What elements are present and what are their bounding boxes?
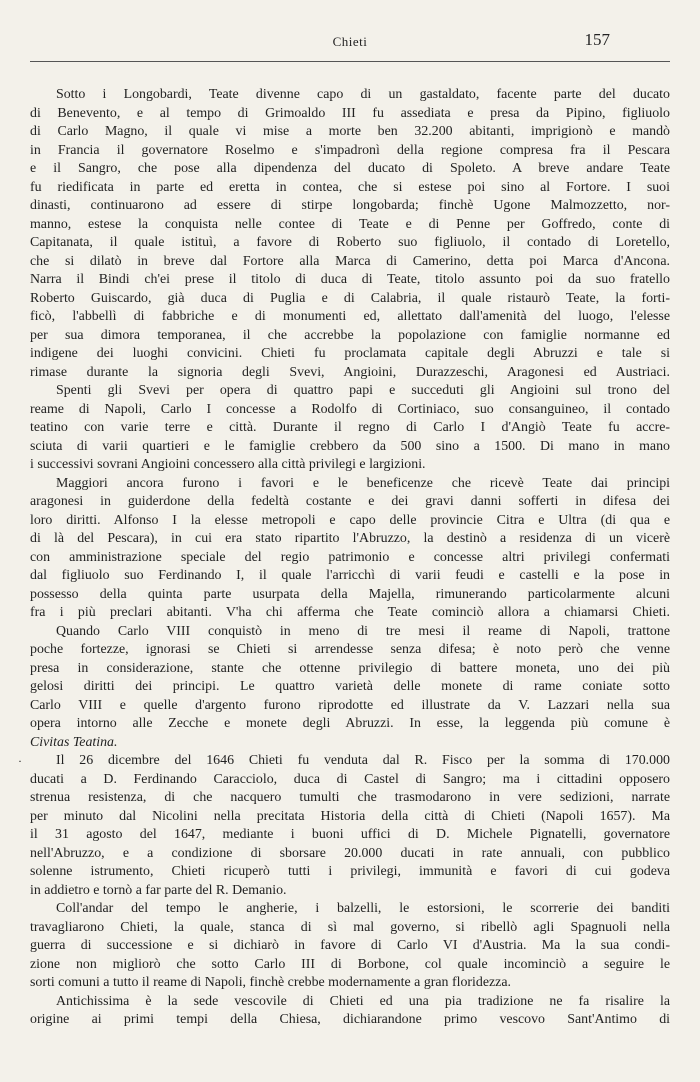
text-line: Roberto Guiscardo, già duca di Puglia e di Calabria, il quale ristaurò Teate, la forti- [30,290,670,306]
text-line: Maggiori ancora furono i favori e le beneficenze che ricevè Teate dai principi [56,475,670,491]
text-line: dinasti, continuarono ad essere di stirpe longobarda; finchè Ugone Malmozzetto, nor- [30,198,670,213]
text-line: Quando Carlo VIII conquistò in meno di tre mesi il reame di Napoli, trattone [56,623,670,639]
text-line: fra i più preclari abitanti. V'ha chi afferma che Teate cominciò allora a chiamarsi Chieti. [30,605,670,620]
text-line: Narra il Bindi ch'ei prese il titolo di duca di Teate, titolo assunto poi da suo fratello [30,272,670,287]
running-title: Chieti [332,34,368,49]
text-line: origine ai primi tempi della Chiesa, dichiarandone primo vescovo Sant'Antimo di [30,1012,670,1027]
paragraph [30,475,670,623]
text-line: ducati a D. Ferdinando Caracciolo, duca di Castel di Sangro; ma i cittadini opposero [30,771,670,787]
text-line-content: Il 26 dicembre del 1646 Chieti fu venduta dal R. Fisco per la somma di 170.000 [56,753,670,768]
text-line: sorti comuni a tutto il reame di Napoli, finchè crebbe modernamente a gran floridezza. [30,975,511,990]
paragraph [30,900,670,993]
text-line: Sotto i Longobardi, Teate divenne capo di un gastaldato, facente parte del ducato [56,87,670,102]
text-line: opera intorno alle Zecche e monete degli Abruzzi. In esse, la leggenda più comune è [30,716,670,731]
text-line: che si dilatò in breve dal Fortore alla Marca di Camerino, detta poi Marca d'Ancona. [30,253,670,269]
paragraph [18,752,670,900]
paragraph [30,623,670,753]
text-line: nell'Abruzzo, e a condizione di sborsare 20.000 ducati in rate annuali, con pubblico [30,845,670,861]
text-line: Spenti gli Svevi per opera di quattro papi e succeduti gli Angioini sul trono del [56,383,670,398]
text-line: teatino con varie terre e città. Durante il regno di Carlo I d'Angiò Teate fu accre- [30,420,670,435]
text-line: con amministrazione speciale del regio patrimonio e concesse altri privilegi confermati [30,549,670,565]
margin-mark: · [18,754,22,768]
text-line: in addietro e tornò a far parte del R. Demanio. [30,882,287,898]
text-line: per minuto dal Nicolini nella precitata Historia della città di Chieti (Napoli 1657). Ma [30,808,670,824]
text-line: indigene dei luoghi convicini. Chieti fu proclamata capitale degli Abruzzi e tale si [30,346,670,361]
text-line: loro diritti. Alfonso I la elesse metropoli e capo delle provincie Citra e Ultra (di qua e [30,512,670,528]
text-line: zione non migliorò che sotto Carlo III di Borbone, col quale incominciò a seguire le [30,956,670,972]
text-line: presa in considerazione, stante che ottenne privilegio di battere moneta, uno dei più [30,660,670,676]
text-line: rimase durante la signoria degli Svevi, Angioini, Durazzeschi, Aragonesi ed Austriaci. [30,364,670,380]
text-line: guerra di successione e si dichiarò in favore di Carlo VI d'Austria. Ma la sua condi- [30,938,670,953]
text-line [18,752,670,771]
text-line: in Francia il governatore Roselmo e s'impadronì della regione compresa fra il Pescara [30,142,670,158]
text-line: strenua resistenza, di che nacquero tumulti che trasmodarono in vere sedizioni, narrate [30,790,670,805]
text-line: Antichissima è la sede vescovile di Chieti ed una pia tradizione ne fa risalire la [56,993,670,1009]
text-line: dal figliuolo suo Ferdinando I, il quale l'arricchì di varii feudi e castelli e la pose in [30,568,670,583]
text-line: sciuta di varii quartieri e le famiglie crebbero da 500 sino a 1500. Di mano in mano [30,438,670,454]
text-line: Carlo VIII e quelle d'argento furono riprodotte ed illustrate da V. Lazzari nella sua [30,697,670,713]
text-line: possesso della quinta parte usurpata della Majella, rimunerando particolarmente alcuni [30,586,670,602]
text-line: per sua dimora temporanea, il che accrebbe la popolazione con famiglie normanne ed [30,327,670,343]
text-line: e il Sangro, che pose alla dipendenza del ducato di Spoleto. A breve andare Teate [30,161,670,176]
body-text [18,86,670,1030]
text-line: Coll'andar del tempo le angherie, i balzelli, le estorsioni, le scorrerie dei banditi [56,901,670,916]
text-line: solenne istrumento, Chieti ricuperò tutti i privilegi, immunità e favori di cui godeva [30,864,670,879]
header-rule [30,61,670,62]
text-line: gelosi diritti dei principi. Le quattro varietà delle monete di rame coniate sotto [30,679,670,694]
text-line: il 31 agosto del 1647, mediante i buoni uffici di D. Michele Pignatelli, governatore [30,827,670,842]
text-line: di Carlo Magno, il quale vi mise a morte ben 32.200 abitanti, imprigionò e mandò [30,124,670,139]
text-line: ficò, l'abbellì di fabbriche e di monumenti ed, allettato dall'amenità del luogo, l'elesse [30,309,670,324]
running-head [0,30,700,54]
text-line: manno, estese la conquista nelle contee di Teate e di Penne per Goffredo, conte di [30,216,670,232]
text-line: i successivi sovrani Angioini concessero alla città privilegi e largizioni. [30,457,426,472]
text-line: fu riedificata in parte ed eretta in contea, che si estese poi sino al Fortore. I suoi [30,179,670,195]
text-line: travagliarono Chieti, la quale, stanca di sì mal governo, si ribellò agli Spagnuoli nella [30,919,670,935]
page-number: 157 [584,30,610,49]
text-line: poche fortezze, ignorasi se Chieti si arrendesse senza difesa; è noto però che venne [30,642,670,657]
text-line: reame di Napoli, Carlo I concesse a Rodolfo di Cortiniaco, suo consanguineo, il contado [30,401,670,417]
text-line: aragonesi in guiderdone della fedeltà costante e dei gravi danni sofferti in difesa dei [30,494,670,509]
paragraph [30,993,670,1030]
paragraph [30,86,670,382]
text-line: di Benevento, e al tempo di Grimoaldo III fu assediata e presa da Pipino, figliuolo [30,105,670,121]
text-line: di là del Pescara), in cui era stato ripartito l'Abruzzo, la destinò a residenza di un vicerè [30,531,670,546]
text-line: Capitanata, il quale istituì, a favore di Roberto suo figliuolo, il contado di Loretello, [30,235,670,250]
paragraph [30,382,670,475]
text-line: Civitas Teatina. [30,734,118,750]
